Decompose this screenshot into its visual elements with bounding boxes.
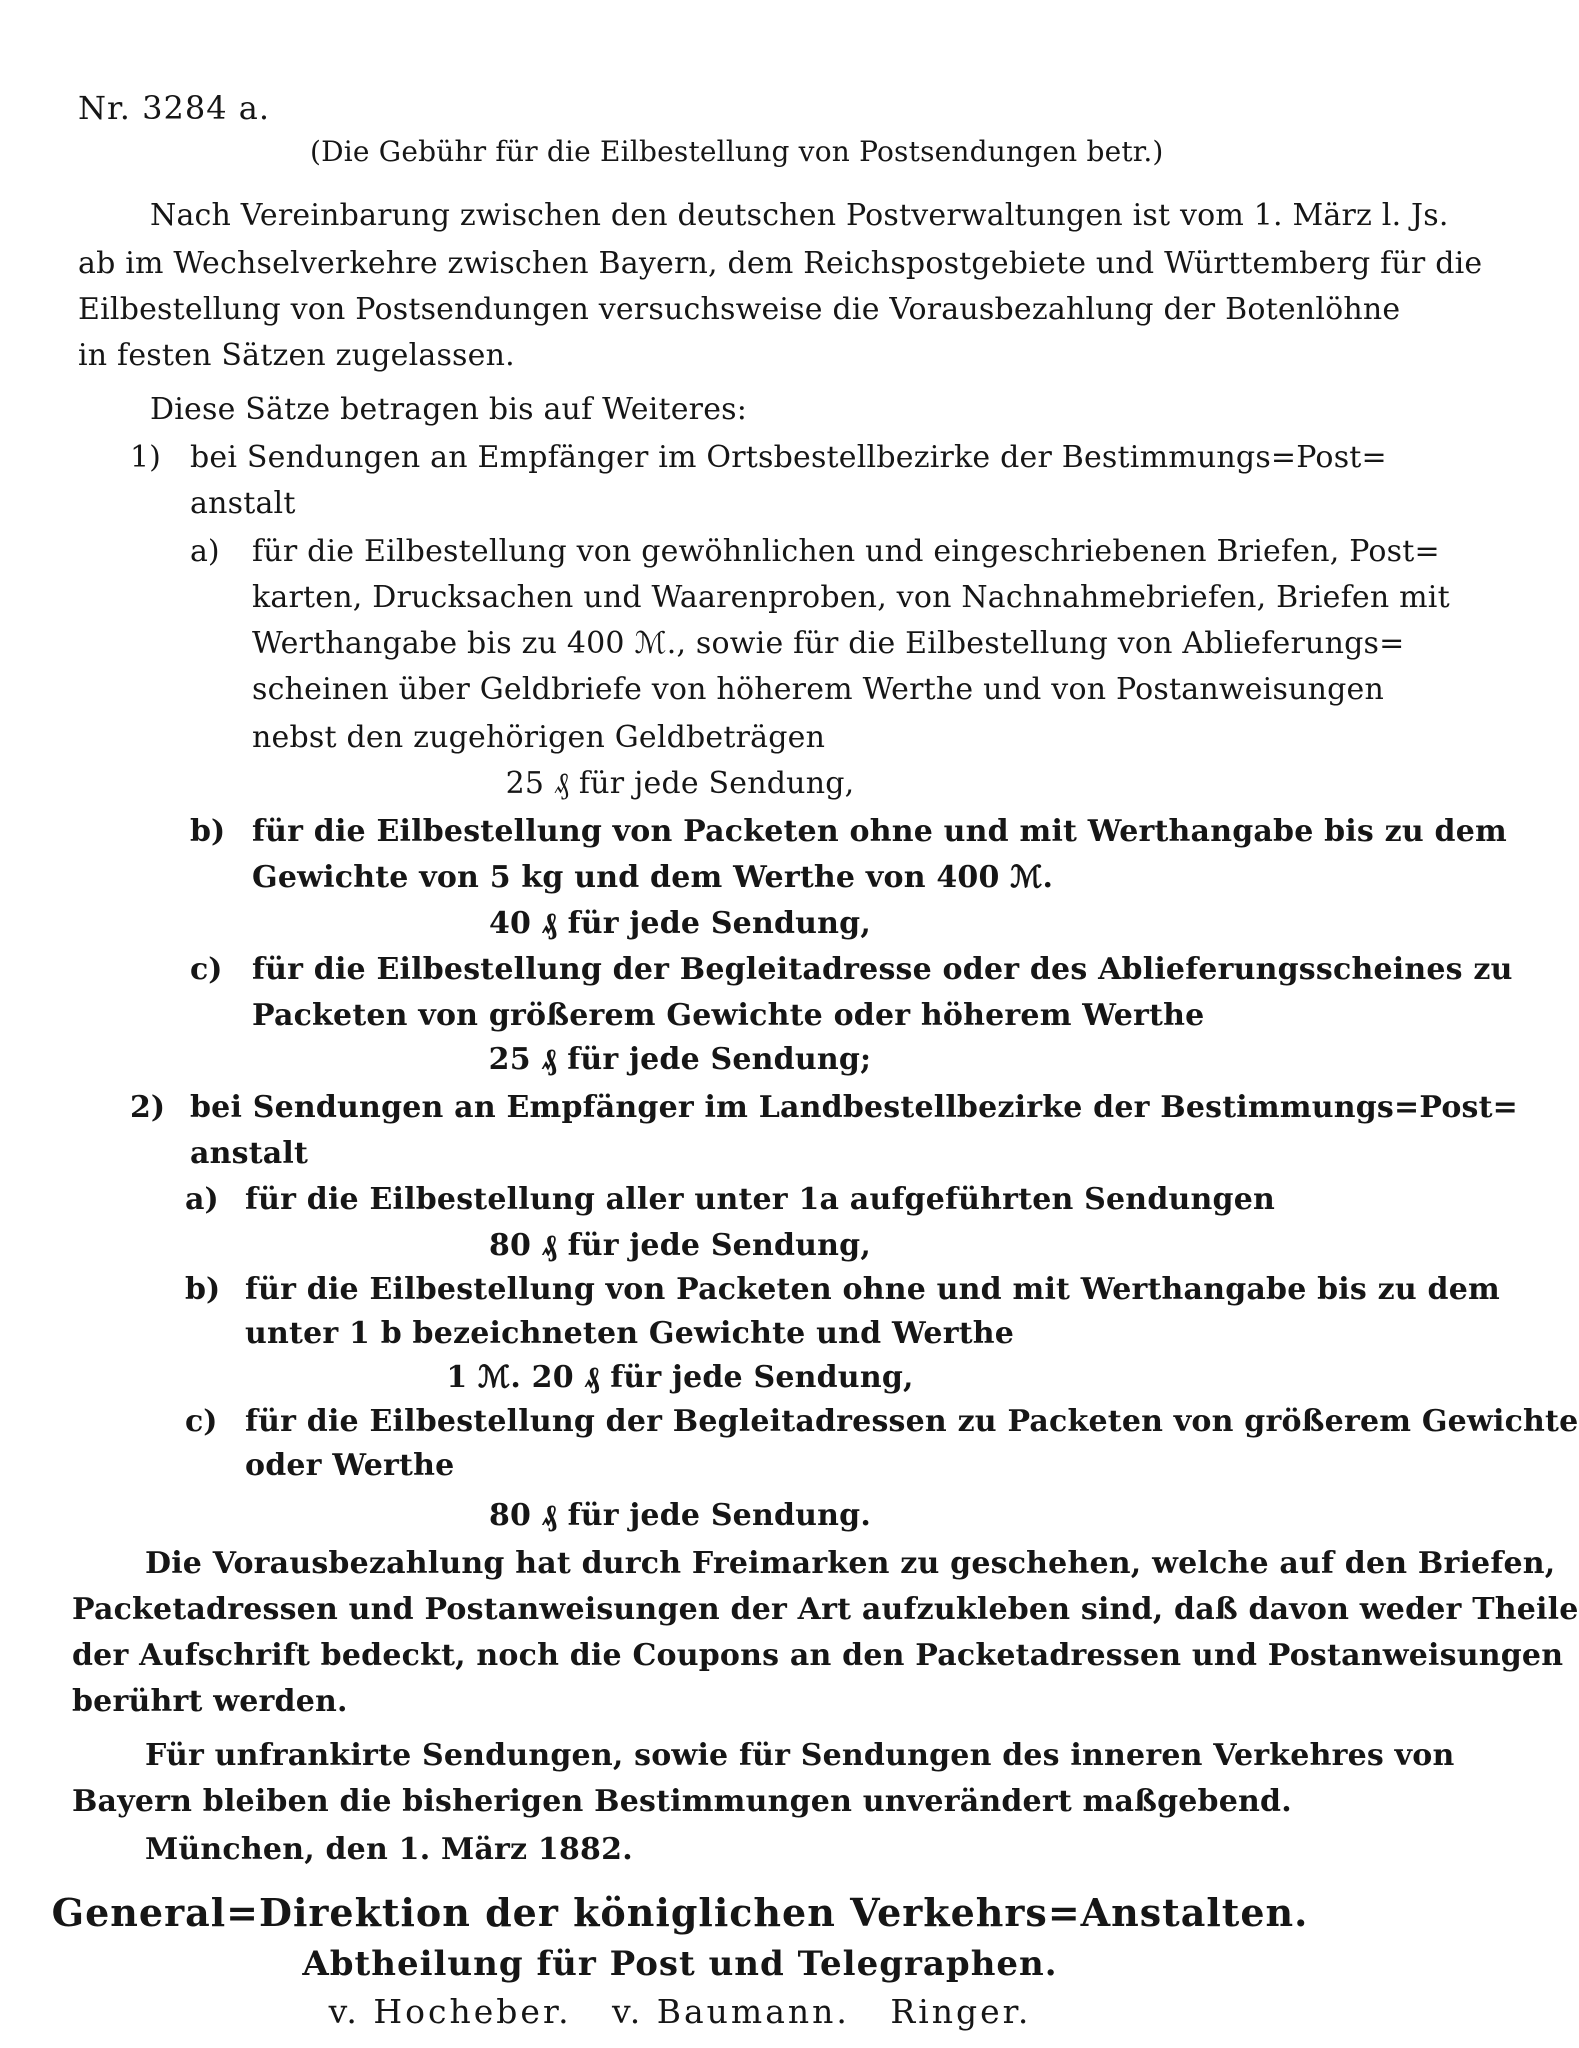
- section1-a-line: scheinen über Geldbriefe von höherem Werthe und von Postanweisungen: [252, 672, 1384, 707]
- prepayment-line: Die Vorausbezahlung hat durch Freimarken zu geschehen, welche auf den Briefen,: [145, 1546, 1556, 1581]
- section1-a-label: a): [190, 534, 220, 569]
- section2-b-rate: 1 ℳ. 20 ₰ für jede Sendung,: [446, 1360, 914, 1395]
- signatories: v. Hocheber. v. Baumann. Ringer.: [328, 1992, 1032, 2031]
- section1-b-rate: 40 ₰ für jede Sendung,: [488, 906, 872, 941]
- section2-b-line: unter 1 b bezeichneten Gewichte und Werthe: [245, 1316, 1015, 1351]
- place-date: München, den 1. März 1882.: [145, 1832, 633, 1867]
- department-heading: Abtheilung für Post und Telegraphen.: [302, 1944, 1058, 1984]
- document-number: Nr. 3284 a.: [78, 89, 270, 127]
- unfranked-line: Bayern bleiben die bisherigen Bestimmungen unverändert maßgebend.: [72, 1784, 1292, 1819]
- section2-c-rate: 80 ₰ für jede Sendung.: [488, 1498, 872, 1533]
- section1-c-line: für die Eilbestellung der Begleitadresse oder des Ablieferungsscheines zu: [252, 952, 1513, 987]
- section1-c-label: c): [190, 952, 223, 987]
- section2-a-line: für die Eilbestellung aller unter 1a aufgeführten Sendungen: [245, 1182, 1275, 1217]
- intro-line: in festen Sätzen zugelassen.: [78, 338, 515, 373]
- rates-intro: Diese Sätze betragen bis auf Weiteres:: [150, 392, 748, 427]
- section1-a-rate: 25 ₰ für jede Sendung,: [505, 766, 855, 801]
- section2-c-line: für die Eilbestellung der Begleitadressen zu Packeten von größerem Gewichte: [245, 1404, 1579, 1439]
- section1-label: 1): [130, 440, 161, 475]
- section2-c-label: c): [185, 1404, 218, 1439]
- section1-a-line: nebst den zugehörigen Geldbeträgen: [252, 720, 826, 755]
- intro-line: ab im Wechselverkehre zwischen Bayern, dem Reichspostgebiete und Württemberg für die: [78, 246, 1483, 281]
- section2-a-label: a): [185, 1182, 219, 1217]
- prepayment-line: Packetadressen und Postanweisungen der Art aufzukleben sind, daß davon weder Theile: [72, 1592, 1579, 1627]
- section2-label: 2): [130, 1090, 166, 1125]
- intro-line: Nach Vereinbarung zwischen den deutschen Postverwaltungen ist vom 1. März l. Js.: [150, 198, 1449, 233]
- section1-c-line: Packeten von größerem Gewichte oder höherem Werthe: [252, 998, 1205, 1033]
- prepayment-line: der Aufschrift bedeckt, noch die Coupons an den Packetadressen und Postanweisungen: [72, 1638, 1564, 1673]
- section1-a-line: karten, Drucksachen und Waarenproben, von Nachnahmebriefen, Briefen mit: [252, 580, 1450, 615]
- section1-a-line: für die Eilbestellung von gewöhnlichen und eingeschriebenen Briefen, Post=: [252, 534, 1440, 569]
- section1-line: bei Sendungen an Empfänger im Ortsbestellbezirke der Bestimmungs=Post=: [190, 440, 1387, 475]
- section1-a-line: Werthangabe bis zu 400 ℳ., sowie für die Eilbestellung von Ablieferungs=: [252, 626, 1405, 661]
- section1-b-line: für die Eilbestellung von Packeten ohne und mit Werthangabe bis zu dem: [252, 814, 1507, 849]
- section2-b-label: b): [185, 1272, 221, 1307]
- unfranked-line: Für unfrankirte Sendungen, sowie für Sendungen des inneren Verkehres von: [145, 1738, 1455, 1773]
- section1-c-rate: 25 ₰ für jede Sendung;: [488, 1042, 872, 1077]
- section1-b-line: Gewichte von 5 kg und dem Werthe von 400 ℳ.: [252, 860, 1054, 895]
- section2-line: bei Sendungen an Empfänger im Landbestellbezirke der Bestimmungs=Post=: [190, 1090, 1519, 1125]
- section2-c-line: oder Werthe: [245, 1448, 455, 1483]
- section2-b-line: für die Eilbestellung von Packeten ohne und mit Werthangabe bis zu dem: [245, 1272, 1500, 1307]
- section1-b-label: b): [190, 814, 226, 849]
- section2-line: anstalt: [190, 1136, 309, 1171]
- prepayment-line: berührt werden.: [72, 1684, 348, 1719]
- section1-line: anstalt: [190, 486, 296, 521]
- document-subject: (Die Gebühr für die Eilbestellung von Postsendungen betr.): [310, 135, 1164, 168]
- intro-line: Eilbestellung von Postsendungen versuchsweise die Vorausbezahlung der Botenlöhne: [78, 292, 1401, 327]
- section2-a-rate: 80 ₰ für jede Sendung,: [488, 1228, 872, 1263]
- authority-heading: General=Direktion der königlichen Verkehrs=Anstalten.: [51, 1890, 1309, 1935]
